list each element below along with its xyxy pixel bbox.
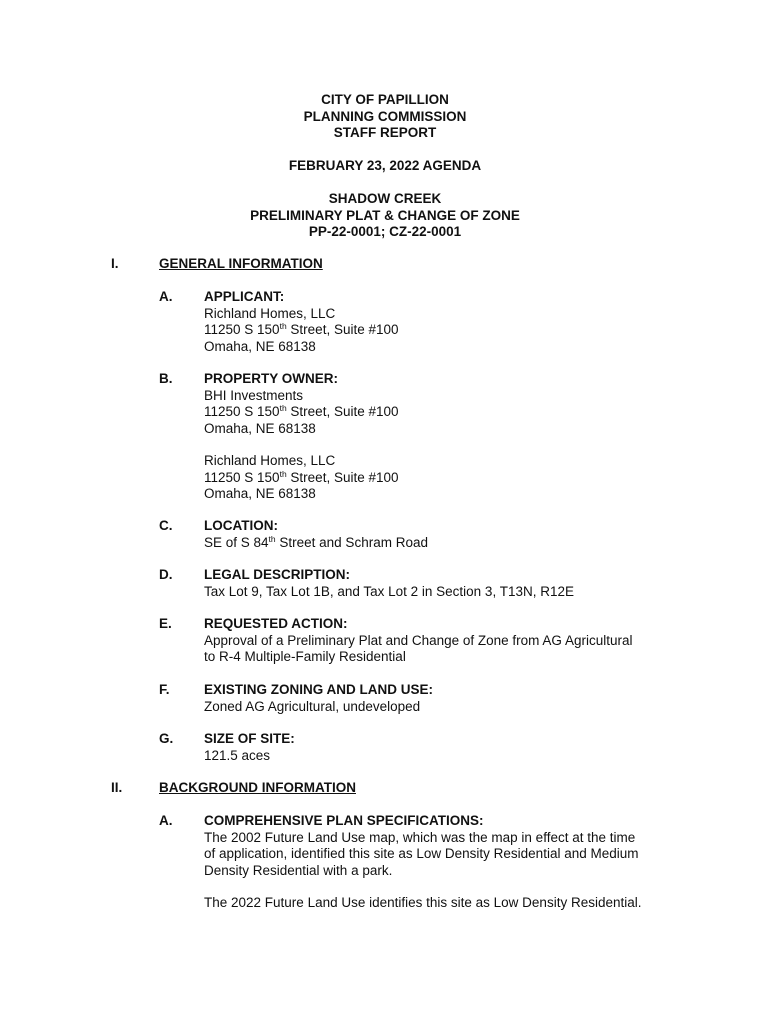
item-letter: F.: [159, 682, 170, 697]
item-line: Tax Lot 9, Tax Lot 1B, and Tax Lot 2 in Section 3, T13N, R12E: [204, 583, 574, 599]
item-legal-description: [204, 567, 674, 600]
item-heading: SIZE OF SITE:: [204, 731, 295, 746]
item-letter: E.: [159, 616, 172, 631]
section-number: I.: [111, 256, 119, 271]
section-number: II.: [111, 780, 123, 795]
item-line: BHI Investments: [204, 387, 304, 403]
item-heading: COMPREHENSIVE PLAN SPECIFICATIONS:: [204, 813, 484, 828]
item-line: Omaha, NE 68138: [204, 486, 316, 501]
item-heading: LOCATION:: [204, 518, 278, 533]
item-applicant: [204, 289, 674, 355]
item-heading: REQUESTED ACTION:: [204, 616, 348, 631]
item-comprehensive-plan-second: [204, 895, 674, 912]
item-line: Zoned AG Agricultural, undeveloped: [204, 698, 421, 714]
item-letter: A.: [159, 289, 173, 304]
project-request: PRELIMINARY PLAT & CHANGE OF ZONE: [250, 207, 520, 223]
item-line: 11250 S 150th Street, Suite #100: [204, 468, 399, 485]
item-letter: C.: [159, 518, 173, 533]
item-line: to R-4 Multiple-Family Residential: [204, 649, 406, 664]
project-block: [0, 191, 770, 241]
item-line: Omaha, NE 68138: [204, 338, 316, 354]
report-header: [0, 92, 770, 142]
item-property-owner-second: [204, 453, 674, 503]
item-line: of application, identified this site as Low Density Residential and Medium: [204, 846, 639, 861]
item-line: 121.5 aces: [204, 747, 271, 763]
item-heading: EXISTING ZONING AND LAND USE:: [204, 682, 434, 697]
item-existing-zoning: [204, 682, 674, 715]
item-line: Approval of a Preliminary Plat and Change of Zone from AG Agricultural: [204, 632, 633, 648]
agenda-date: FEBRUARY 23, 2022 AGENDA: [288, 158, 482, 173]
item-size-of-site: [204, 731, 674, 764]
header-city: CITY OF PAPILLION: [321, 92, 449, 107]
item-line: Richland Homes, LLC: [204, 453, 336, 468]
item-line: 11250 S 150th Street, Suite #100: [204, 403, 399, 419]
header-commission: PLANNING COMMISSION: [303, 108, 467, 124]
project-case-numbers: PP-22-0001; CZ-22-0001: [308, 224, 462, 239]
item-line: The 2002 Future Land Use map, which was the map in effect at the time: [204, 829, 636, 845]
item-heading: APPLICANT:: [204, 289, 285, 304]
item-line: Richland Homes, LLC: [204, 305, 336, 321]
item-requested-action: [204, 616, 674, 666]
item-line: SE of S 84th Street and Schram Road: [204, 533, 428, 550]
item-line: 11250 S 150th Street, Suite #100: [204, 321, 399, 337]
item-letter: D.: [159, 567, 173, 582]
item-line: The 2022 Future Land Use identifies this site as Low Density Residential.: [204, 895, 642, 910]
item-line: Density Residential with a park.: [204, 862, 393, 878]
project-name: SHADOW CREEK: [328, 191, 442, 206]
item-letter: G.: [159, 731, 174, 746]
header-report-type: STAFF REPORT: [333, 125, 437, 140]
item-heading: LEGAL DESCRIPTION:: [204, 567, 351, 582]
item-line: Omaha, NE 68138: [204, 420, 316, 436]
item-comprehensive-plan: [204, 813, 674, 879]
item-letter: A.: [159, 813, 173, 828]
item-property-owner: [204, 371, 674, 437]
item-letter: B.: [159, 371, 173, 386]
section-title: GENERAL INFORMATION: [159, 256, 323, 271]
item-location: [204, 518, 674, 551]
section-title: BACKGROUND INFORMATION: [159, 780, 356, 795]
item-heading: PROPERTY OWNER:: [204, 371, 339, 386]
